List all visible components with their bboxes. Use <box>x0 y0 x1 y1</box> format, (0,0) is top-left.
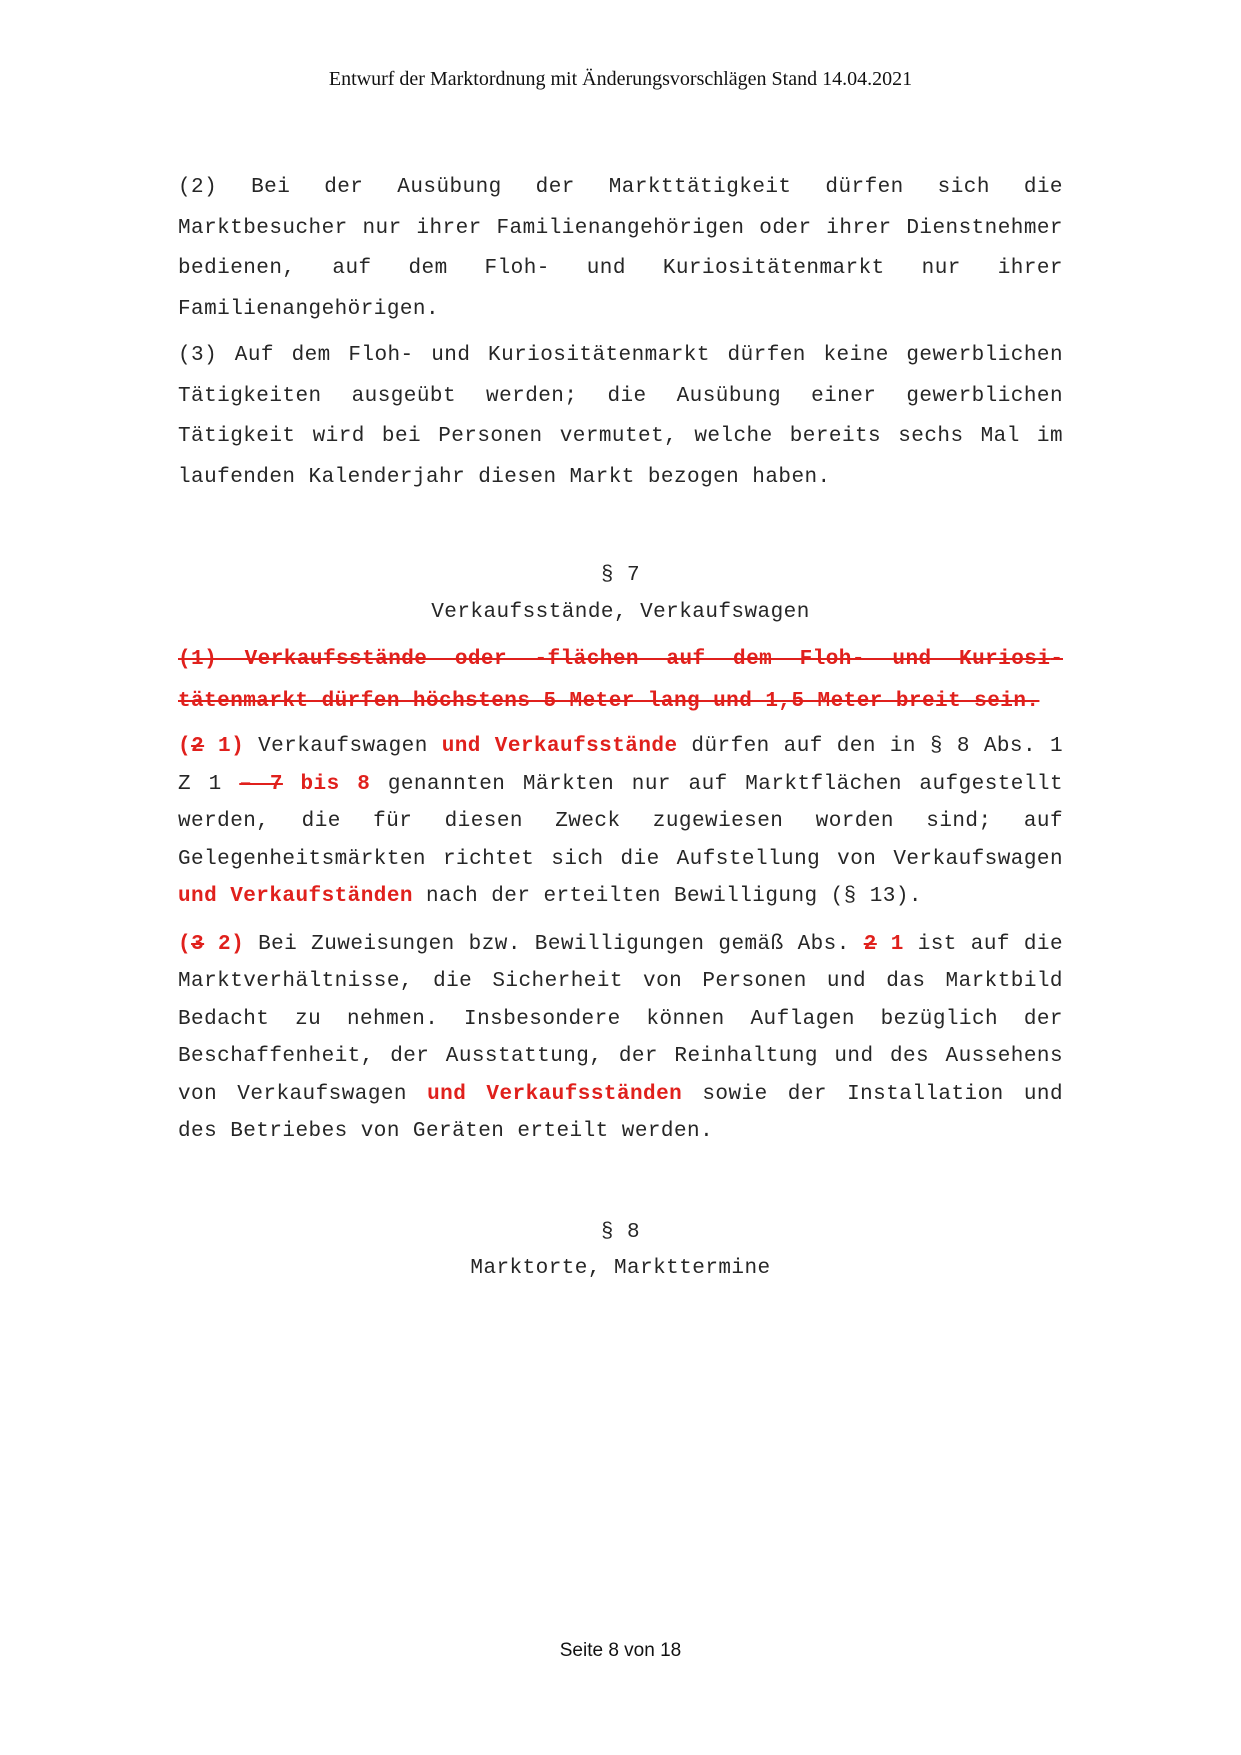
section-8-number: § 8 <box>600 1220 641 1244</box>
paragraph-7-1-deleted <box>178 639 1063 722</box>
text-segment: genannten Märkten nur auf Marktflächen aufgestellt werden, die für diesen Zweck zugewiesen worden sind; auf Gelegenheitsmärkten richtet sich die Aufstellung von Verkaufswagen <box>178 772 1064 871</box>
section-7-number: § 7 <box>600 564 641 587</box>
document-body <box>178 168 1063 1290</box>
para-open-paren: ( <box>178 735 192 758</box>
text-segment: sowie der Installation und des Betriebes von Geräten erteilt werden. <box>178 1082 1063 1143</box>
section-8-title: Marktorte, Markttermine <box>470 1257 771 1280</box>
paragraph-7-3 <box>178 926 1063 1151</box>
paragraph-7-2 <box>178 728 1063 916</box>
document-header: Entwurf der Marktordnung mit Änderungsvorschlägen Stand 14.04.2021 <box>328 68 913 90</box>
page-number: Seite 8 von 18 <box>559 1640 682 1661</box>
inserted-text: und Verkaufsständen <box>427 1082 683 1106</box>
inserted-text: und Verkaufständen <box>178 885 413 908</box>
section-7-title: Verkaufsstände, Verkaufswagen <box>431 600 810 624</box>
inserted-range: bis 8 <box>282 772 371 796</box>
text-segment: Bei Zuweisungen bzw. Bewilligungen gemäß Abs. <box>244 932 864 956</box>
paragraph-6-3: (3) Auf dem Floh- und Kuriositätenmarkt dürfen keine gewerblichen Tätigkeiten ausgeübt werden; die Ausübung einer gewerblichen Tätigkeit wird bei Personen vermutet, welche bereits sechs Mal im laufenden Kalenderjahr diesen Markt bezogen haben. <box>178 344 1063 489</box>
text-segment: nach der erteilten Bewilligung (§ 13). <box>412 885 922 908</box>
text-segment: ist auf die Marktverhältnisse, die Sicherheit von Personen und das Marktbild Bedacht zu nehmen. Insbesondere können Auflagen bezüglich der Beschaffenheit, der Ausstattung, der Reinhaltung und des Aussehens von Verkaufswagen <box>178 932 1064 1106</box>
old-reference: 2 <box>863 932 877 956</box>
old-paragraph-number: 2 <box>191 735 205 758</box>
para-open-paren: ( <box>178 932 192 956</box>
deleted-text: (1) Verkaufsstände oder -flächen auf dem Floh- und Kuriositätenmarkt dürfen höchstens 5 Meter lang und 1,5 Meter breit sein. <box>178 648 1063 713</box>
new-paragraph-number: 1) <box>204 735 245 758</box>
text-segment: dürfen auf den in § 8 Abs. 1 Z 1 <box>178 735 1063 796</box>
text-segment: Verkaufswagen <box>244 735 442 758</box>
paragraph-6-2: (2) Bei der Ausübung der Markttätigkeit dürfen sich die Marktbesucher nur ihrer Familienangehörigen oder ihrer Dienstnehmer bedienen, auf dem Floh- und Kuriositätenmarkt nur ihrer Familienangehörigen. <box>178 176 1063 321</box>
new-reference: 1 <box>876 932 904 956</box>
old-paragraph-number: 3 <box>191 932 205 956</box>
new-paragraph-number: 2) <box>204 932 245 956</box>
deleted-range: – 7 <box>239 772 283 796</box>
inserted-text: und Verkaufsstände <box>441 735 678 758</box>
